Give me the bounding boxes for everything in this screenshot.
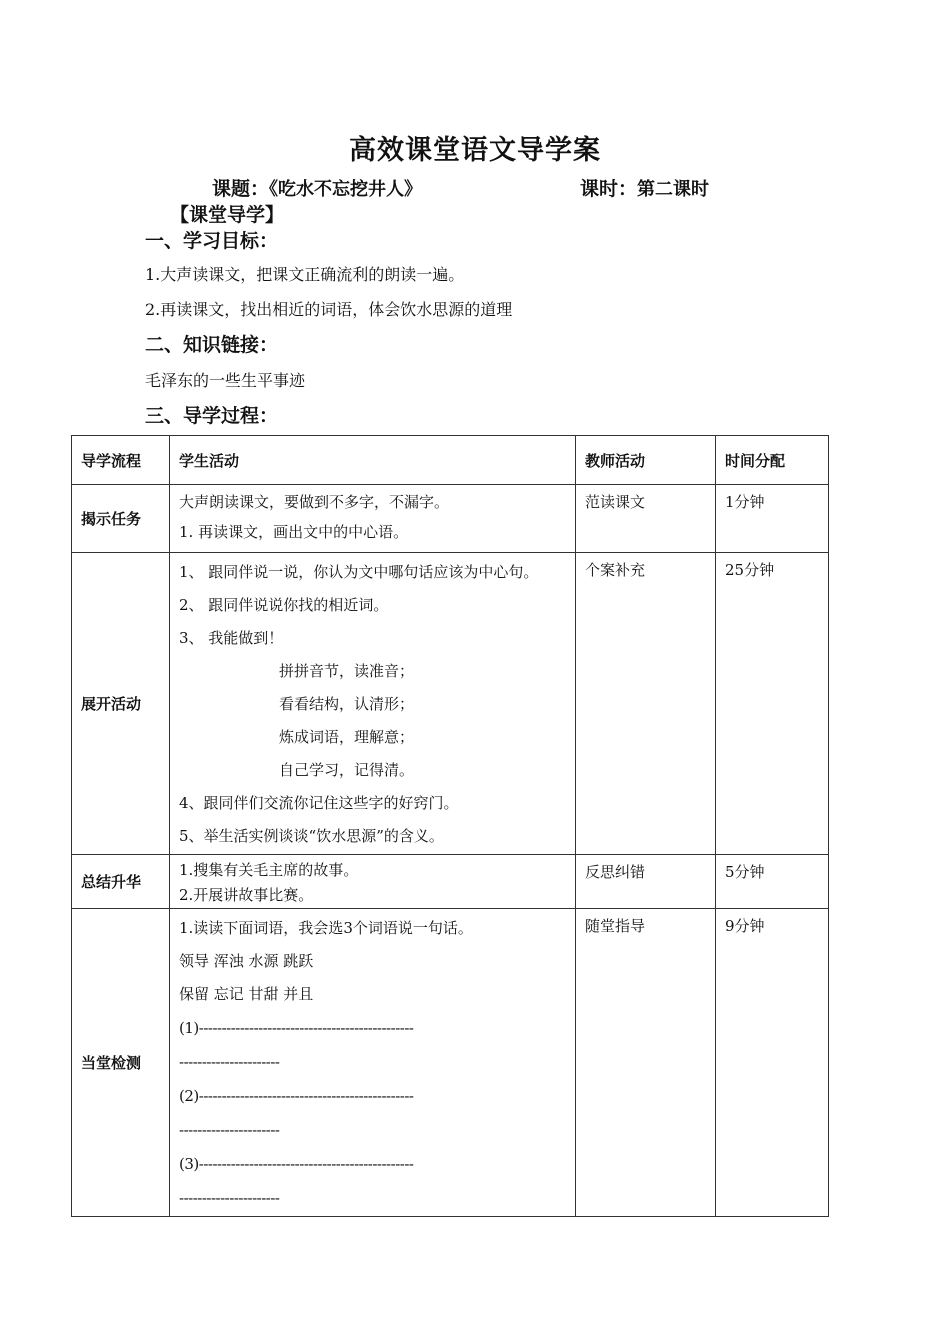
header-student-activity: 学生活动 — [170, 436, 576, 485]
activity-line: 2.开展讲故事比赛。 — [179, 886, 314, 904]
answer-number: (1) — [179, 1019, 199, 1037]
document-title: 高效课堂语文导学案 — [349, 135, 601, 166]
answer-blank-continuation: ---------------------- — [179, 1189, 280, 1207]
teacher-activity-cell: 随堂指导 — [576, 909, 716, 1217]
activity-line: 1.搜集有关毛主席的故事。 — [179, 861, 359, 879]
lesson-label: 课题： — [212, 178, 270, 200]
knowledge-text: 毛泽东的一些生平事迹 — [145, 371, 306, 390]
objective-item: 1.大声读课文，把课文正确流利的朗读一遍。 — [145, 265, 465, 284]
time-cell: 25分钟 — [716, 553, 829, 855]
activity-line: 4、跟同伴们交流你记住这些字的好窍门。 — [179, 794, 459, 812]
time-cell: 9分钟 — [716, 909, 829, 1217]
teacher-activity-cell: 反思纠错 — [576, 855, 716, 909]
activity-line: 3、 我能做到！ — [179, 629, 284, 647]
student-activity-cell — [170, 855, 576, 909]
section-objectives-heading: 一、学习目标： — [145, 230, 279, 252]
objective-item: 2.再读课文，找出相近的词语，体会饮水思源的道理 — [145, 300, 513, 319]
student-activity-cell — [170, 485, 576, 553]
time-cell: 1分钟 — [716, 485, 829, 553]
activity-line: 5、举生活实例谈谈“饮水思源”的含义。 — [179, 827, 444, 845]
answer-blank-line: (2)----------------------------------------------- — [179, 1087, 414, 1105]
activity-line: 炼成词语，理解意； — [279, 728, 415, 746]
activity-line: 2、 跟同伴说说你找的相近词。 — [179, 596, 389, 614]
stage-cell: 总结升华 — [72, 855, 170, 909]
answer-number: (3) — [179, 1155, 199, 1173]
activity-line: 1. 再读课文，画出文中的中心语。 — [179, 523, 409, 541]
student-activity-cell — [170, 909, 576, 1217]
stage-cell: 当堂检测 — [72, 909, 170, 1217]
classroom-guide-heading: 【课堂导学】 — [170, 204, 285, 226]
table-header-row — [72, 436, 829, 485]
table-row — [72, 909, 829, 1217]
student-activity-cell — [170, 553, 576, 855]
section-process-heading: 三、导学过程： — [145, 405, 279, 427]
stage-cell: 展开活动 — [72, 553, 170, 855]
section-knowledge-heading: 二、知识链接： — [145, 334, 279, 356]
guide-process-table — [71, 435, 829, 1217]
period-value: 第二课时 — [637, 179, 710, 200]
lesson-value: 《吃水不忘挖井人》 — [269, 179, 423, 200]
time-cell: 5分钟 — [716, 855, 829, 909]
period-label: 课时： — [580, 178, 638, 200]
teacher-activity-cell: 个案补充 — [576, 553, 716, 855]
activity-line: 拼拼音节，读准音； — [279, 662, 415, 680]
header-stage: 导学流程 — [72, 436, 170, 485]
answer-blank-line: (1)----------------------------------------------- — [179, 1019, 414, 1037]
answer-blank-continuation: ---------------------- — [179, 1053, 280, 1071]
answer-blank-line: (3)----------------------------------------------- — [179, 1155, 414, 1173]
lesson-line — [212, 174, 422, 201]
answer-number: (2) — [179, 1087, 199, 1105]
answer-blank-continuation: ---------------------- — [179, 1121, 280, 1139]
word-list-line: 保留 忘记 甘甜 并且 — [179, 985, 314, 1003]
table-row — [72, 485, 829, 553]
activity-line: 1、 跟同伴说一说，你认为文中哪句话应该为中心句。 — [179, 563, 539, 581]
table-row — [72, 855, 829, 909]
header-teacher-activity: 教师活动 — [576, 436, 716, 485]
period-line — [580, 174, 709, 201]
activity-line: 大声朗读课文，要做到不多字，不漏字。 — [179, 493, 450, 511]
stage-cell: 揭示任务 — [72, 485, 170, 553]
activity-line: 自己学习，记得清。 — [279, 761, 415, 779]
table-row — [72, 553, 829, 855]
teacher-activity-cell: 范读课文 — [576, 485, 716, 553]
activity-line: 1.读读下面词语，我会选3个词语说一句话。 — [179, 919, 473, 937]
header-time: 时间分配 — [716, 436, 829, 485]
activity-line: 看看结构，认清形； — [279, 695, 415, 713]
word-list-line: 领导 浑浊 水源 跳跃 — [179, 952, 314, 970]
